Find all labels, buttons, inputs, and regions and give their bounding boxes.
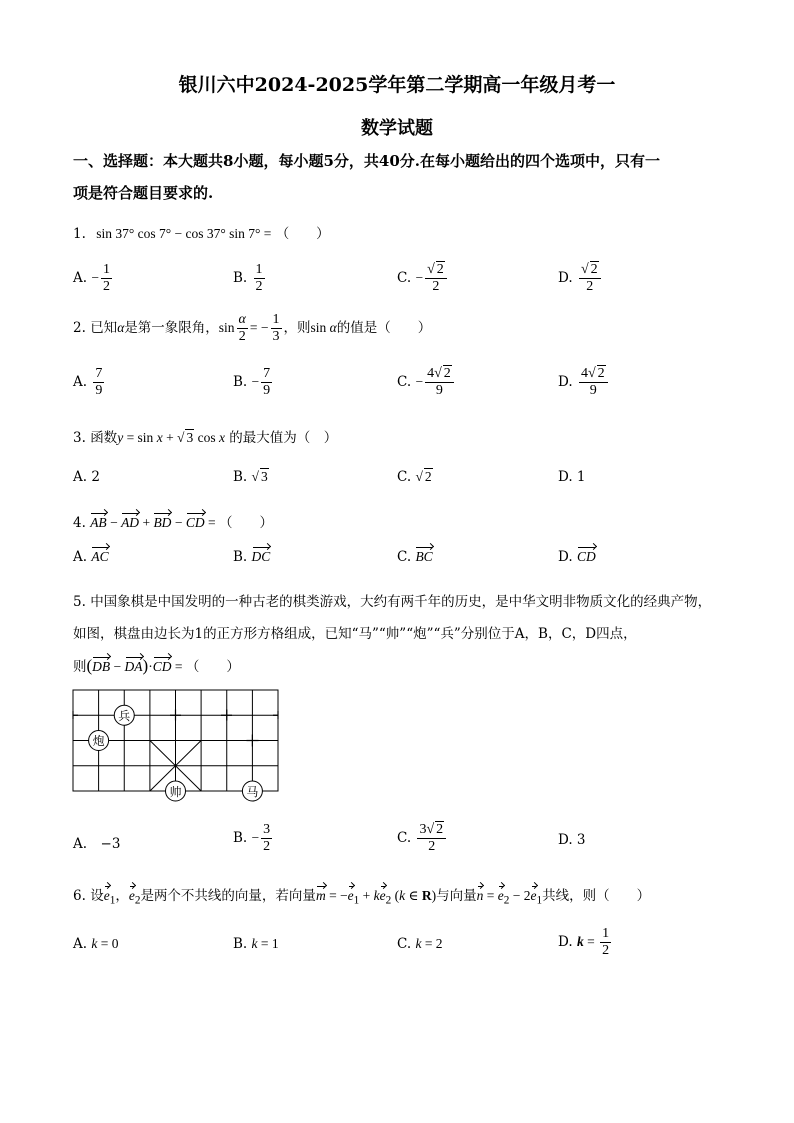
- piece-bing: [114, 705, 134, 725]
- q3-option-a[interactable]: A. 2: [73, 469, 100, 485]
- question-5-line3: 则(DB − DA)·CD = （ ）: [73, 656, 240, 675]
- q4-option-c[interactable]: C. BC: [397, 549, 433, 565]
- q3-option-c[interactable]: C. √ 2: [397, 469, 432, 485]
- q1-option-c[interactable]: C. − $\frac{√ 2}{2}$: [397, 262, 449, 295]
- piece-pao: [89, 731, 109, 751]
- piece-ma: [242, 781, 262, 801]
- question-4: 4. AB − AD + BD − CD = （ ）: [73, 515, 273, 531]
- q5-option-c[interactable]: C. $\frac{3√ 2}{2}$: [397, 822, 448, 855]
- question-5-line2: 如图，棋盘由边长为1的正方形方格组成，已知“马”“帅”“炮”“兵”分别位于A，B，C，D四点，: [73, 626, 637, 642]
- question-2: 2. 已知α是第一象限角，sin $\frac{\alpha}{2}$ = − $\frac{1}{3}$ ，则sin α的值是（ ）: [73, 312, 432, 345]
- exam-title: 银川六中2024-2025学年第二学期高一年级月考一: [178, 74, 616, 96]
- section-heading: 一、选择题：本大题共8小题，每小题5分，共40分.在每小题给出的四个选项中，只有一: [73, 152, 660, 170]
- q6-option-c[interactable]: C. k = 2: [397, 936, 443, 952]
- chess-board-figure: [70, 688, 285, 808]
- answer-paren: （ ）: [275, 226, 330, 242]
- q3-option-d[interactable]: D. 1: [558, 469, 586, 485]
- exam-subtitle: 数学试题: [361, 118, 433, 139]
- piece-shuai: [166, 781, 186, 801]
- q5-option-b[interactable]: B. − $\frac{3}{2}$: [233, 822, 271, 855]
- section-heading-cont: 项是符合题目要求的.: [73, 184, 214, 202]
- svg-text:帅: 帅: [169, 785, 182, 799]
- q4-option-d[interactable]: D. CD: [558, 549, 596, 565]
- q1-option-b[interactable]: B. $\frac{1}{2}$: [233, 262, 263, 295]
- q3-option-b[interactable]: B. √ 3: [233, 469, 268, 485]
- question-number: 1.: [73, 226, 86, 242]
- q6-option-b[interactable]: B. k = 1: [233, 936, 279, 952]
- question-6: 6. 设$e_1$，$e_2$是两个不共线的向量，若向量$m = -e_1 + ke_2$ (k ∈ R)与向量$n = e_2 - 2e_1$共线，则（ ）: [73, 888, 651, 907]
- q5-option-d[interactable]: D. 3: [558, 832, 586, 848]
- svg-text:兵: 兵: [118, 709, 131, 723]
- q6-option-a[interactable]: A. k = 0: [73, 936, 119, 952]
- q4-option-a[interactable]: A. AC: [73, 549, 109, 565]
- question-5: 5. 中国象棋是中国发明的一种古老的棋类游戏，大约有两千年的历史，是中华文明非物质文化的经典产物，: [73, 594, 712, 610]
- q1-option-a[interactable]: A. − $\frac{1}{2}$: [73, 262, 110, 295]
- q2-option-d[interactable]: D. $\frac{4√ 2}{9}$: [558, 366, 610, 399]
- svg-text:马: 马: [246, 785, 259, 799]
- svg-text:炮: 炮: [92, 734, 105, 748]
- question-3: 3. 函数y = sin x + √ 3 cos x 的最大值为（ ）: [73, 430, 338, 446]
- q4-option-b[interactable]: B. DC: [233, 549, 271, 565]
- q1-option-d[interactable]: D. $\frac{√ 2}{2}$: [558, 262, 603, 295]
- q2-option-b[interactable]: B. − $\frac{7}{9}$: [233, 366, 271, 399]
- q6-option-d[interactable]: D. k = $\frac{1}{2}$: [558, 926, 610, 959]
- q5-option-a[interactable]: A. −3: [73, 836, 121, 852]
- q2-option-a[interactable]: A. $\frac{7}{9}$: [73, 366, 103, 399]
- question-1: 1. sin 37° cos 7° − cos 37° sin 7° = （ ）: [73, 226, 330, 242]
- q2-option-c[interactable]: C. − $\frac{4√ 2}{9}$: [397, 366, 456, 399]
